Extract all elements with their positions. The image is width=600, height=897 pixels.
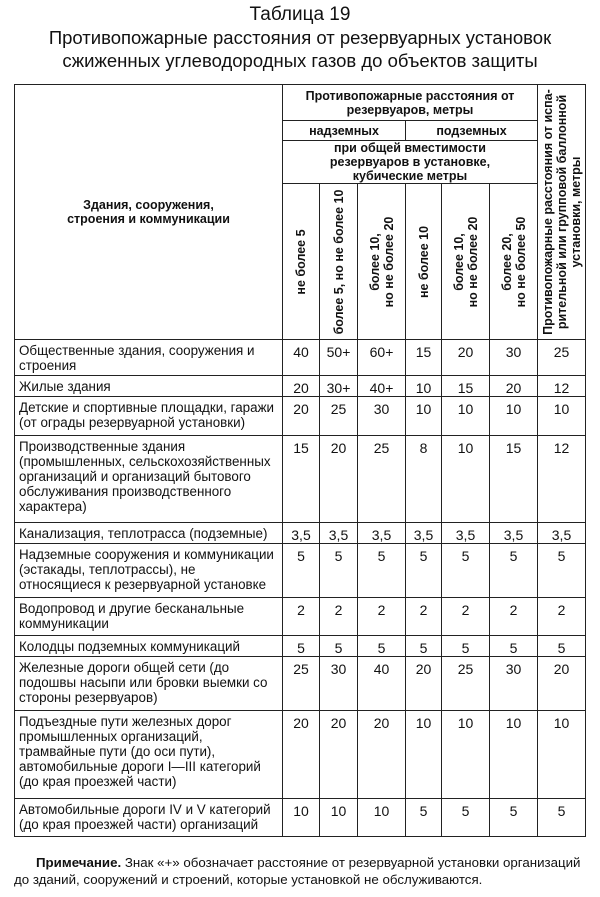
cell-value: 5: [406, 799, 442, 837]
cell-value: 25: [538, 340, 586, 376]
cell-value: 20: [320, 436, 358, 523]
note-text: Знак «+» обозначает расстояние от резервуарной установки организаций до зданий, сооружений и строений, которые установкой не обслуживаются.: [14, 855, 581, 887]
table-row: [15, 544, 586, 598]
cell-value: 2: [490, 598, 538, 636]
cell-value: 15: [406, 340, 442, 376]
cell-value: 10: [358, 799, 406, 837]
row-name: Надземные сооружения и коммуникации (эстакады, теплотрассы), не относящиеся к резервуарной установке: [15, 544, 283, 598]
cell-value: 5: [406, 636, 442, 657]
cell-value: 5: [490, 544, 538, 598]
row-name: Производственные здания (промышленных, сельскохозяйственных организаций и организаций бытового обслуживания производственного характера): [15, 436, 283, 523]
cell-value: 40: [283, 340, 320, 376]
cell-value: 5: [442, 636, 490, 657]
cell-value: 3,5: [320, 523, 358, 544]
row-name: Колодцы подземных коммуникаций: [15, 636, 283, 657]
cell-value: 3,5: [358, 523, 406, 544]
cell-value: 3,5: [283, 523, 320, 544]
header-capacity-group: при общей вместимости резервуаров в установке, кубические метры: [283, 141, 538, 184]
cell-value: 10: [442, 436, 490, 523]
header-evaporator-line-1: Противопожарные расстояния от испа-: [540, 89, 555, 335]
header-col-5: более 10, но не более 20: [442, 184, 490, 340]
cell-value: 5: [538, 544, 586, 598]
cell-value: 10: [490, 397, 538, 436]
cell-value: 20: [283, 376, 320, 397]
cell-value: 5: [442, 544, 490, 598]
cell-value: 30: [490, 340, 538, 376]
cell-value: 3,5: [538, 523, 586, 544]
note-label: Примечание.: [36, 855, 122, 870]
cell-value: 25: [320, 397, 358, 436]
row-name: Детские и спортивные площадки, гаражи (от ограды резервуарной установки): [15, 397, 283, 436]
cell-value: 3,5: [442, 523, 490, 544]
table-caption-line-2: сжиженных углеводородных газов до объектов защиты: [62, 50, 538, 71]
cell-value: 5: [538, 636, 586, 657]
table-caption-line-1: Противопожарные расстояния от резервуарных установок: [48, 27, 552, 48]
table-row: [15, 340, 586, 376]
cell-value: 30+: [320, 376, 358, 397]
cell-value: 10: [490, 711, 538, 799]
cell-value: 20: [320, 711, 358, 799]
header-col-4: не более 10: [406, 184, 442, 340]
table-row: [15, 523, 586, 544]
cell-value: 5: [538, 799, 586, 837]
header-evaporator-col: [538, 85, 586, 340]
table-row: [15, 376, 586, 397]
cell-value: 40+: [358, 376, 406, 397]
header-objects: Здания, сооружения, строения и коммуникации: [15, 85, 283, 340]
cell-value: 50+: [320, 340, 358, 376]
cell-value: 5: [490, 636, 538, 657]
cell-value: 12: [538, 436, 586, 523]
cell-value: 25: [442, 657, 490, 711]
cell-value: 20: [538, 657, 586, 711]
table-row: [15, 436, 586, 523]
cell-value: 10: [283, 799, 320, 837]
header-col-1: не более 5: [283, 184, 320, 340]
header-aboveground: надземных: [283, 121, 406, 141]
cell-value: 25: [283, 657, 320, 711]
row-name: Подъездные пути железных дорог промышленных организаций, трамвайные пути (до оси пути), автомобильные дороги I—III категорий (до края проезжей части): [15, 711, 283, 799]
cell-value: 30: [490, 657, 538, 711]
cell-value: 15: [283, 436, 320, 523]
cell-value: 20: [283, 711, 320, 799]
cell-value: 30: [320, 657, 358, 711]
cell-value: 20: [442, 340, 490, 376]
header-underground: подземных: [406, 121, 538, 141]
row-name: Водопровод и другие бесканальные коммуникации: [15, 598, 283, 636]
header-col-3: более 10, но не более 20: [358, 184, 406, 340]
cell-value: 5: [358, 636, 406, 657]
cell-value: 2: [283, 598, 320, 636]
row-name: Железные дороги общей сети (до подошвы насыпи или бровки выемки со стороны резервуаров): [15, 657, 283, 711]
header-distances-group: Противопожарные расстояния от резервуаров, метры: [283, 85, 538, 121]
table-note: [14, 854, 586, 888]
cell-value: 10: [406, 711, 442, 799]
cell-value: 60+: [358, 340, 406, 376]
cell-value: 5: [442, 799, 490, 837]
cell-value: 5: [358, 544, 406, 598]
header-evaporator-line-3: установки, метры: [568, 156, 583, 268]
cell-value: 40: [358, 657, 406, 711]
cell-value: 5: [320, 544, 358, 598]
cell-value: 2: [358, 598, 406, 636]
cell-value: 10: [442, 711, 490, 799]
cell-value: 5: [283, 544, 320, 598]
cell-value: 10: [538, 711, 586, 799]
cell-value: 10: [538, 397, 586, 436]
cell-value: 20: [406, 657, 442, 711]
cell-value: 10: [406, 376, 442, 397]
table-row: [15, 636, 586, 657]
row-name: Автомобильные дороги IV и V категорий (до края проезжей части) организаций: [15, 799, 283, 837]
table-row: [15, 711, 586, 799]
table-row: [15, 799, 586, 837]
cell-value: 25: [358, 436, 406, 523]
cell-value: 12: [538, 376, 586, 397]
row-name: Жилые здания: [15, 376, 283, 397]
cell-value: 2: [406, 598, 442, 636]
cell-value: 5: [490, 799, 538, 837]
cell-value: 5: [406, 544, 442, 598]
row-name: Канализация, теплотрасса (подземные): [15, 523, 283, 544]
table-number: Таблица 19: [249, 4, 351, 25]
cell-value: 2: [538, 598, 586, 636]
title-block: [0, 0, 600, 72]
cell-value: 3,5: [406, 523, 442, 544]
row-name: Общественные здания, сооружения и строения: [15, 340, 283, 376]
cell-value: 15: [442, 376, 490, 397]
cell-value: 5: [283, 636, 320, 657]
header-col-6: более 20, но не более 50: [490, 184, 538, 340]
cell-value: 30: [358, 397, 406, 436]
header-col-2: более 5, но не более 10: [320, 184, 358, 340]
cell-value: 2: [442, 598, 490, 636]
cell-value: 5: [320, 636, 358, 657]
cell-value: 15: [490, 436, 538, 523]
cell-value: 20: [358, 711, 406, 799]
distances-table: [14, 84, 586, 837]
table-row: [15, 397, 586, 436]
cell-value: 10: [406, 397, 442, 436]
cell-value: 20: [490, 376, 538, 397]
cell-value: 2: [320, 598, 358, 636]
cell-value: 10: [320, 799, 358, 837]
table-row: [15, 598, 586, 636]
cell-value: 20: [283, 397, 320, 436]
header-evaporator-line-2: рительной или групповой баллонной: [554, 94, 569, 330]
cell-value: 3,5: [490, 523, 538, 544]
cell-value: 8: [406, 436, 442, 523]
cell-value: 10: [442, 397, 490, 436]
table-row: [15, 657, 586, 711]
